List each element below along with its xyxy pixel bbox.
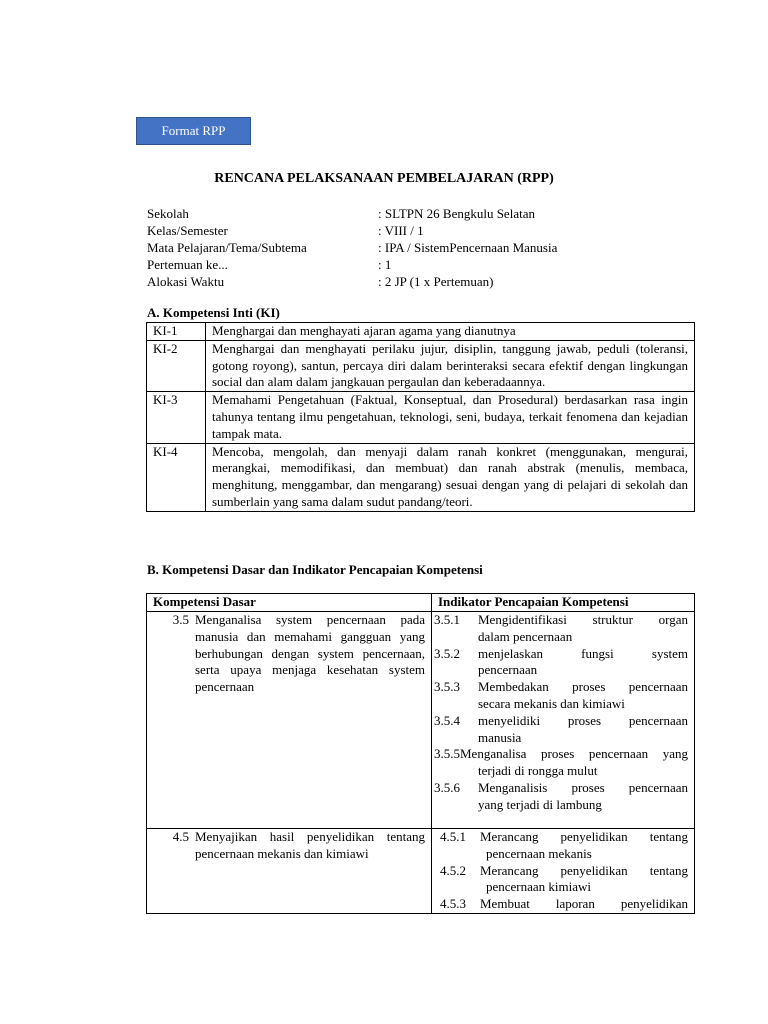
ki-code: KI-3 — [147, 392, 206, 443]
info-value: : 1 — [378, 257, 392, 272]
info-label: Alokasi Waktu — [147, 274, 225, 289]
kd-item — [167, 612, 425, 696]
ki-code: KI-2 — [147, 340, 206, 391]
indicator-text-cont: pencernaan — [478, 662, 538, 678]
indicator-item — [440, 863, 688, 897]
indicator-text: Merancang penyelidikan tentang — [480, 862, 688, 878]
info-label: Kelas/Semester — [147, 223, 228, 238]
indicator-text: menjelaskan fungsi system — [478, 645, 688, 661]
table-header-row — [147, 594, 695, 612]
indicator-text-cont: pencernaan kimiawi — [486, 879, 592, 895]
table-row — [147, 340, 695, 391]
info-value: : 2 JP (1 x Pertemuan) — [378, 274, 494, 289]
kd-text: Menyajikan hasil penyelidikan tentang pencernaan mekanis dan kimiawi — [195, 829, 425, 861]
indicator-item — [434, 780, 688, 814]
indicator-number: 4.5.3 — [440, 896, 466, 912]
indicator-item — [434, 746, 688, 780]
ki-text: Menghargai dan menghayati ajaran agama yang dianutnya — [206, 323, 695, 341]
indicator-number: 4.5.2 — [440, 862, 466, 878]
table-row — [147, 829, 695, 914]
document-title: RENCANA PELAKSANAAN PEMBELAJARAN (RPP) — [214, 171, 554, 186]
header-kompetensi-dasar: Kompetensi Dasar — [147, 594, 432, 612]
format-rpp-badge: Format RPP — [136, 117, 251, 145]
section-a-heading: A. Kompetensi Inti (KI) — [147, 305, 280, 320]
indicator-number: 3.5.3 — [434, 679, 460, 695]
ki-code: KI-4 — [147, 443, 206, 511]
kd-item — [167, 829, 425, 863]
ki-code: KI-1 — [147, 323, 206, 341]
table-row — [147, 443, 695, 511]
table-row — [147, 323, 695, 341]
indicator-text-cont: yang terjadi di lambung — [478, 796, 602, 812]
ki-text: Memahami Pengetahuan (Faktual, Konseptual, dan Prosedural) berdasarkan rasa ingin tahunya tentang ilmu pengetahuan, teknologi, seni, budaya, terkait fenomena dan kejadian tampak mata. — [206, 392, 695, 443]
table-row — [147, 392, 695, 443]
indicator-cell — [432, 829, 695, 914]
kd-number: 3.5 — [172, 612, 189, 627]
table-row — [147, 612, 695, 829]
indicator-item — [440, 896, 688, 913]
indicator-text: menyelidiki proses pencernaan — [478, 712, 688, 728]
indicator-text-cont: terjadi di rongga mulut — [478, 763, 598, 779]
kompetensi-inti-table — [146, 322, 695, 512]
indicator-text: Menganalisa proses pencernaan yang — [460, 746, 688, 762]
indicator-text: Merancang penyelidikan tentang — [480, 829, 688, 844]
info-label: Pertemuan ke... — [147, 257, 228, 272]
ki-text: Menghargai dan menghayati perilaku jujur, disiplin, tanggung jawab, peduli (toleransi, gotong royong), santun, percaya diri dalam berinteraksi secara efektif dengan lingkungan social dan alam dalam jangkauan pergaulan dan keberadaannya. — [206, 340, 695, 391]
indicator-text: Membuat laporan penyelidikan — [480, 896, 688, 912]
ki-text: Mencoba, mengolah, dan menyaji dalam ranah konkret (menggunakan, mengurai, merangkai, memodifikasi, dan membuat) dan ranah abstrak (menulis, membaca, menghitung, menggambar, dan mengarang) sesuai dengan yang di pelajari di sekolah dan sumberlain yang sama dalam sudut pandang/teori. — [206, 443, 695, 511]
info-label: Sekolah — [147, 206, 189, 221]
indicator-cell — [432, 612, 695, 829]
indicator-text: Membedakan proses pencernaan — [478, 679, 688, 695]
indicator-number: 3.5.2 — [434, 645, 460, 661]
indicator-text: Mengidentifikasi struktur organ — [478, 612, 688, 627]
header-indikator: Indikator Pencapaian Kompetensi — [432, 594, 695, 612]
indicator-item — [440, 829, 688, 863]
indicator-item — [434, 679, 688, 713]
info-label: Mata Pelajaran/Tema/Subtema — [147, 240, 307, 255]
indicator-number: 3.5.6 — [434, 779, 460, 795]
kd-cell — [147, 829, 432, 914]
indicator-item — [434, 646, 688, 680]
kompetensi-dasar-table — [146, 593, 695, 914]
kd-text: Menganalisa system pencernaan pada manusia dan memahami gangguan yang berhubungan dengan system pencernaan, serta upaya menjaga kesehatan system pencernaan — [195, 612, 425, 695]
indicator-text-cont: pencernaan mekanis — [486, 845, 592, 861]
info-value: : IPA / SistemPencernaan Manusia — [378, 240, 558, 255]
indicator-text-cont: dalam pencernaan — [478, 628, 573, 644]
indicator-text-cont: manusia — [478, 729, 522, 745]
info-value: : SLTPN 26 Bengkulu Selatan — [378, 206, 535, 221]
section-b-heading: B. Kompetensi Dasar dan Indikator Pencapaian Kompetensi — [147, 562, 483, 577]
indicator-item — [434, 713, 688, 747]
indicator-text: Menganalisis proses pencernaan — [478, 779, 688, 795]
indicator-number: 3.5.1 — [434, 612, 460, 627]
kd-number: 4.5 — [172, 829, 189, 844]
indicator-text-cont: secara mekanis dan kimiawi — [478, 695, 625, 711]
indicator-number: 4.5.1 — [440, 829, 466, 844]
kd-cell — [147, 612, 432, 829]
indicator-number: 3.5.5 — [434, 746, 460, 762]
indicator-number: 3.5.4 — [434, 712, 460, 728]
info-value: : VIII / 1 — [378, 223, 424, 238]
indicator-item — [434, 612, 688, 646]
